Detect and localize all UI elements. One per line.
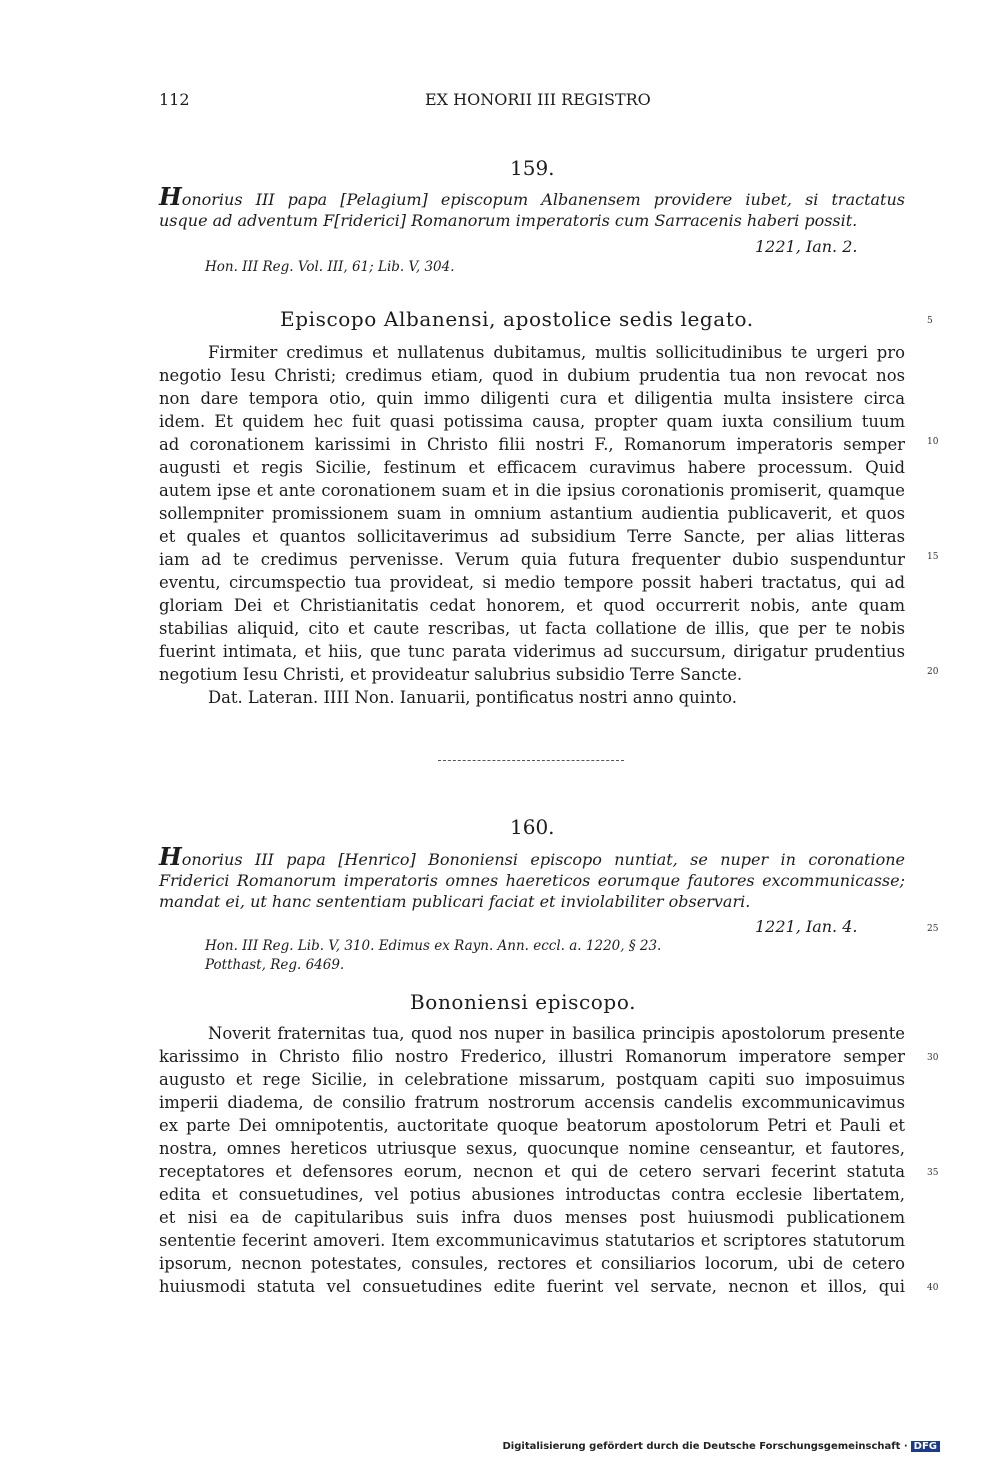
source-reference-160: Hon. III Reg. Lib. V, 310. Edimus ex Rayn. Ann. eccl. a. 1220, § 23. (205, 938, 662, 954)
letter-text-160 (159, 1022, 905, 1298)
address-160: Bononiensi episcopo. (410, 990, 637, 1014)
text-line: non dare tempora otio, quin immo diligenti cura et diligentia multa insistere circa (159, 389, 905, 408)
line-number-20: 20 (927, 667, 939, 677)
text-line: receptatores et defensores eorum, necnon et qui de cetero servari fecerint statuta (159, 1162, 905, 1181)
text-line: negotio Iesu Christi; credimus etiam, quod in dubium prudentia tua non revocat nos (159, 366, 905, 385)
page-number: 112 (159, 90, 190, 109)
text-line: augusto et rege Sicilie, in celebratione missarum, postquam capiti suo imposuimus (159, 1070, 905, 1089)
text-line: huiusmodi statuta vel consuetudines edite fuerint vel servate, necnon et illos, qui (159, 1277, 905, 1296)
datum-line: Dat. Lateran. IIII Non. Ianuarii, pontificatus nostri anno quinto. (208, 688, 737, 707)
running-title: EX HONORII III REGISTRO (425, 90, 651, 109)
regest-summary-159 (159, 182, 905, 231)
digitization-credit (503, 1441, 941, 1452)
summary-160-line-1: onorius III papa [Henrico] Bononiensi episcopo nuntiat, se nuper in coronatione (181, 850, 905, 869)
text-line: fuerint intimata, et hiis, que tunc parata viderimus ad succursum, dirigatur prudentius (159, 642, 905, 661)
line-number-25: 25 (927, 924, 939, 934)
dropcap-159: H (159, 182, 182, 211)
line-number-5: 5 (927, 316, 933, 326)
line-number-35: 35 (927, 1168, 939, 1178)
text-line: ad coronationem karissimi in Christo filii nostri F., Romanorum imperatoris semper (159, 435, 905, 454)
credit-text: Digitalisierung gefördert durch die Deutsche Forschungsgemeinschaft · (502, 1441, 908, 1452)
text-line: ex parte Dei omnipotentis, auctoritate quoque beatorum apostolorum Petri et Pauli et (159, 1116, 905, 1135)
text-line: Noverit fraternitas tua, quod nos nuper in basilica principis apostolorum presente (208, 1024, 905, 1043)
text-line: negotium Iesu Christi, et provideatur salubrius subsidio Terre Sancte. (159, 665, 743, 684)
summary-160-line-3: mandat ei, ut hanc sententiam publicari faciat et inviolabiliter observari. (159, 892, 751, 911)
document-number-160: 160. (510, 815, 555, 839)
text-line: iam ad te credimus pervenisse. Verum quia futura frequenter dubio suspenduntur (159, 550, 905, 569)
text-line: karissimo in Christo filio nostro Frederico, illustri Romanorum imperatore semper (159, 1047, 905, 1066)
dfg-logo: DFG (911, 1441, 940, 1452)
text-line: et nisi ea de capitularibus suis infra duos menses post huiusmodi publicationem (159, 1208, 905, 1227)
source-reference-159: Hon. III Reg. Vol. III, 61; Lib. V, 304. (205, 259, 455, 275)
dropcap-160: H (159, 842, 182, 871)
section-divider (438, 760, 624, 761)
line-number-15: 15 (927, 552, 939, 562)
text-line: imperii diadema, de consilio fratrum nostrorum accensis candelis excommunicavimus (159, 1093, 905, 1112)
text-line: stabilias aliquid, cito et caute rescribas, ut facta collatione de illis, que per te nobis (159, 619, 905, 638)
text-line: edita et consuetudines, vel potius abusiones introductas contra ecclesie libertatem, (159, 1185, 905, 1204)
text-line: et quales et quantos sollicitaverimus ad subsidium Terre Sancte, per alias litteras (159, 527, 905, 546)
text-line: sollempniter promissionem suam in omnium astantium audientia publicaverit, et quos (159, 504, 905, 523)
text-line: idem. Et quidem hec fuit quasi potissima causa, propter quam iuxta consilium tuum (159, 412, 905, 431)
document-number-159: 159. (510, 156, 555, 180)
text-line: Firmiter credimus et nullatenus dubitamus, multis sollicitudinibus te urgeri pro (208, 343, 905, 362)
document-date-160: 1221, Ian. 4. (755, 917, 858, 936)
document-date-159: 1221, Ian. 2. (755, 237, 858, 256)
summary-160-line-2: Friderici Romanorum imperatoris omnes haereticos eorumque fautores excommunicasse; (159, 871, 905, 890)
address-159: Episcopo Albanensi, apostolice sedis legato. (280, 307, 754, 331)
letter-text-159 (159, 341, 905, 709)
text-line: eventu, circumspectio tua provideat, si medio tempore possit haberi tractatus, qui ad (159, 573, 905, 592)
line-number-30: 30 (927, 1053, 939, 1063)
text-line: gloriam Dei et Christianitatis cedat honorem, et quod occurrerit nobis, ante quam (159, 596, 905, 615)
text-line: autem ipse et ante coronationem suam et in die ipsius coronationis promiserit, quamque (159, 481, 905, 500)
summary-159-line-2: usque ad adventum F[riderici] Romanorum imperatoris cum Sarracenis haberi possit. (159, 211, 858, 230)
source-reference-160-line-2: Potthast, Reg. 6469. (205, 957, 345, 973)
line-number-10: 10 (927, 437, 939, 447)
regest-summary-160 (159, 842, 905, 912)
summary-159-line-1: onorius III papa [Pelagium] episcopum Albanensem providere iubet, si tractatus (181, 190, 905, 209)
text-line: ipsorum, necnon potestates, consules, rectores et consiliarios locorum, ubi de cetero (159, 1254, 905, 1273)
text-line: augusti et regis Sicilie, festinum et efficacem curavimus habere processum. Quid (159, 458, 905, 477)
text-line: sententie fecerint amoveri. Item excommunicavimus statutarios et scriptores statutorum (159, 1231, 905, 1250)
line-number-40: 40 (927, 1283, 939, 1293)
text-line: nostra, omnes hereticos utriusque sexus, quocunque nomine censeantur, et fautores, (159, 1139, 905, 1158)
